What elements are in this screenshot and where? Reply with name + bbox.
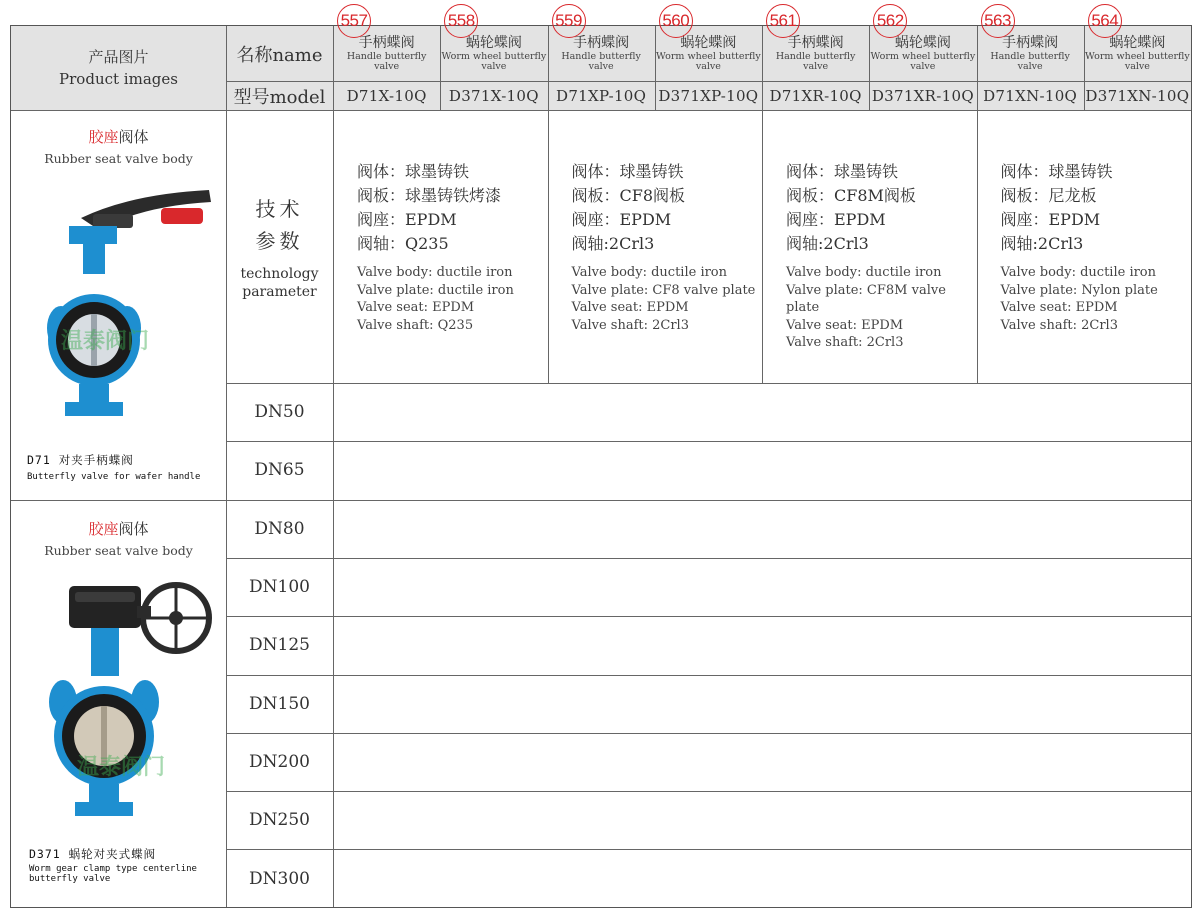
grid-line-horizontal (11, 500, 226, 501)
size-dn100: DN100 (249, 577, 310, 598)
product-images-cn: 产品图片 (88, 48, 149, 66)
spec-cn-line: 阀座：EPDM (786, 210, 886, 229)
size-dn50: DN50 (254, 402, 305, 423)
grid-line-vertical (977, 110, 978, 383)
column-name-en-2: valve (588, 61, 614, 72)
spec-cn-line: 阀座：EPDM (1000, 210, 1101, 229)
grid-line-horizontal (226, 675, 1191, 676)
spec-cn-line: 阀轴:2Crl3 (786, 234, 869, 253)
grid-line-vertical (762, 26, 763, 110)
seat-label-en: Rubber seat valve body (44, 150, 193, 166)
spec-en-line: Valve seat: EPDM (786, 317, 904, 333)
model-cell: D71XP-10Q (556, 86, 647, 105)
spec-en-line: Valve seat: EPDM (1000, 300, 1118, 315)
column-name-en-2: valve (1017, 61, 1043, 72)
column-name-en-1: Handle butterfly (990, 51, 1070, 62)
grid-line-horizontal (226, 500, 1191, 501)
column-name-en-1: Worm wheel butterfly (870, 51, 976, 62)
column-name-cn: 手柄蝶阀 (573, 35, 630, 51)
size-dn150: DN150 (249, 693, 310, 714)
spec-en-line: Valve plate: CF8 valve plate (571, 282, 756, 298)
grid-line-vertical (548, 26, 549, 110)
grid-line-horizontal (226, 558, 1191, 559)
grid-line-vertical (548, 110, 549, 383)
seat-label-en: Rubber seat valve body (44, 542, 193, 558)
size-dn125: DN125 (249, 635, 310, 656)
item-number-badge: 559 (552, 4, 586, 38)
spec-en-line: Valve plate: CF8M valve plate (786, 282, 946, 315)
spec-en-line: Valve plate: Nylon plate (1000, 282, 1158, 298)
product-images-header (11, 26, 226, 110)
column-name-en-2: valve (481, 61, 507, 72)
name-label: 名称name (236, 44, 323, 66)
grid-line-vertical (977, 26, 978, 110)
grid-line-vertical (333, 26, 334, 907)
seat-rest-text: 阀体 (118, 519, 149, 538)
spec-cn-line: 阀板：CF8阀板 (571, 186, 686, 205)
column-name-en-1: Worm wheel butterfly (656, 51, 761, 62)
column-name-en-1: Handle butterfly (346, 51, 427, 62)
spec-cn-line: 阀体：球墨铸铁 (786, 162, 899, 181)
grid-line-vertical (762, 110, 763, 383)
watermark: 温泰阀门 (61, 329, 150, 354)
worm-wheel-butterfly-valve-image (41, 576, 221, 826)
grid-line-vertical (869, 26, 870, 110)
grid-line-horizontal (226, 791, 1191, 792)
size-dn250: DN250 (249, 810, 310, 831)
spec-cn-line: 阀轴：Q235 (357, 234, 449, 253)
item-number-badge: 558 (444, 4, 478, 38)
grid-line-horizontal (333, 81, 1191, 82)
spec-cn-line: 阀板：尼龙板 (1000, 186, 1097, 205)
model-cell: D371X-10Q (448, 86, 539, 105)
item-number-badge: 562 (873, 4, 907, 38)
caption-cn: D71 对夹手柄蝶阀 (27, 453, 134, 467)
grid-line-vertical (655, 26, 656, 110)
spec-group-3 (786, 160, 973, 380)
column-name-cn: 蜗轮蝶阀 (1109, 35, 1166, 51)
size-dn200: DN200 (249, 751, 310, 772)
spec-cn-line: 阀座：EPDM (571, 210, 672, 229)
grid-line-horizontal (226, 383, 1191, 384)
item-number-badge: 557 (337, 4, 371, 38)
spec-en-line: Valve body: ductile iron (571, 265, 728, 280)
handle-butterfly-valve-image (41, 180, 221, 420)
grid-line-horizontal (226, 733, 1191, 734)
spec-cn-line: 阀板：球墨铸铁烤漆 (357, 186, 502, 205)
spec-en-line: Valve seat: EPDM (357, 300, 475, 315)
column-name-cn: 手柄蝶阀 (1002, 35, 1059, 51)
model-cell: D371XR-10Q (871, 86, 974, 105)
tech-label-en-1: technology (240, 265, 319, 282)
column-name-en-1: Handle butterfly (775, 51, 856, 62)
spec-en-line: Valve seat: EPDM (571, 300, 689, 315)
column-name-cn: 手柄蝶阀 (787, 35, 844, 51)
model-label: 型号model (233, 86, 326, 108)
column-name-cn: 蜗轮蝶阀 (465, 35, 522, 51)
column-name-en-2: valve (1124, 61, 1150, 72)
column-name-cn: 蜗轮蝶阀 (680, 35, 737, 51)
seat-label-cn (11, 518, 226, 538)
spec-cn-line: 阀体：球墨铸铁 (357, 162, 470, 181)
column-name-en-2: valve (374, 61, 400, 72)
size-dn65: DN65 (254, 460, 305, 481)
model-cell: D71XR-10Q (769, 86, 862, 105)
spec-group-4 (1001, 160, 1188, 380)
spec-en-line: Valve body: ductile iron (786, 265, 942, 280)
model-cell: D71X-10Q (346, 86, 427, 105)
spec-cn-line: 阀体：球墨铸铁 (1000, 162, 1113, 181)
product-card-d371 (11, 500, 226, 908)
size-dn80: DN80 (254, 518, 305, 539)
caption-en-2: butterfly valve (29, 874, 111, 884)
item-number-badge: 563 (981, 4, 1015, 38)
spec-cn-line: 阀座：EPDM (357, 210, 457, 229)
caption-en-1: Worm gear clamp type centerline (29, 864, 197, 874)
seat-red-text: 胶座 (88, 127, 119, 146)
column-name-en-2: valve (803, 61, 829, 72)
column-name-en-1: Worm wheel butterfly (441, 51, 547, 62)
item-number-badge: 564 (1088, 4, 1122, 38)
spec-cn-line: 阀轴:2Crl3 (571, 234, 655, 253)
product-images-en: Product images (59, 70, 178, 88)
grid-line-horizontal (226, 441, 1191, 442)
spec-group-2 (572, 160, 759, 380)
tech-parameter-label (226, 110, 333, 383)
spec-en-line: Valve shaft: 2Crl3 (1000, 317, 1118, 333)
grid-line-horizontal (226, 849, 1191, 850)
caption-cn: D371 蜗轮对夹式蝶阀 (29, 847, 157, 861)
tech-label-cn-2: 参数 (255, 228, 304, 253)
spec-cn-line: 阀板：CF8M阀板 (786, 186, 916, 205)
column-name-en-1: Worm wheel butterfly (1085, 51, 1190, 62)
grid-line-vertical (226, 26, 227, 907)
seat-red-text: 胶座 (88, 519, 119, 538)
seat-rest-text: 阀体 (118, 127, 149, 146)
tech-label-cn-1: 技术 (255, 196, 304, 221)
spec-en-line: Valve shaft: 2Crl3 (786, 335, 904, 350)
spec-en-line: Valve body: ductile iron (1000, 265, 1157, 280)
model-cell: D71XN-10Q (983, 86, 1078, 105)
item-number-badge: 561 (766, 4, 800, 38)
spec-en-line: Valve shaft: 2Crl3 (571, 317, 689, 333)
column-name-cn: 手柄蝶阀 (358, 35, 415, 51)
column-name-en-1: Handle butterfly (561, 51, 641, 62)
column-name-en-2: valve (910, 61, 936, 72)
spec-en-line: Valve plate: ductile iron (357, 282, 514, 298)
product-card-d71 (11, 110, 226, 500)
seat-label-cn (11, 126, 226, 146)
model-cell: D371XP-10Q (658, 86, 759, 105)
grid-line-horizontal (11, 110, 1191, 111)
model-cell: D371XN-10Q (1085, 86, 1190, 105)
watermark: 温泰阀门 (77, 755, 166, 780)
grid-line-horizontal (226, 81, 333, 82)
spec-cn-line: 阀体：球墨铸铁 (571, 162, 684, 181)
spec-cn-line: 阀轴:2Crl3 (1000, 234, 1084, 253)
item-number-badge: 560 (659, 4, 693, 38)
spec-table (10, 11, 1192, 908)
column-name-en-2: valve (695, 61, 721, 72)
column-name-cn: 蜗轮蝶阀 (894, 35, 951, 51)
tech-label-en-2: parameter (242, 283, 317, 300)
grid-line-horizontal (226, 616, 1191, 617)
grid-line-vertical (440, 26, 441, 110)
spec-en-line: Valve shaft: Q235 (357, 317, 474, 333)
spec-group-1 (357, 160, 544, 380)
size-dn300: DN300 (249, 868, 310, 889)
spec-en-line: Valve body: ductile iron (357, 265, 513, 280)
grid-line-vertical (1084, 26, 1085, 110)
caption-en: Butterfly valve for wafer handle (27, 472, 201, 482)
